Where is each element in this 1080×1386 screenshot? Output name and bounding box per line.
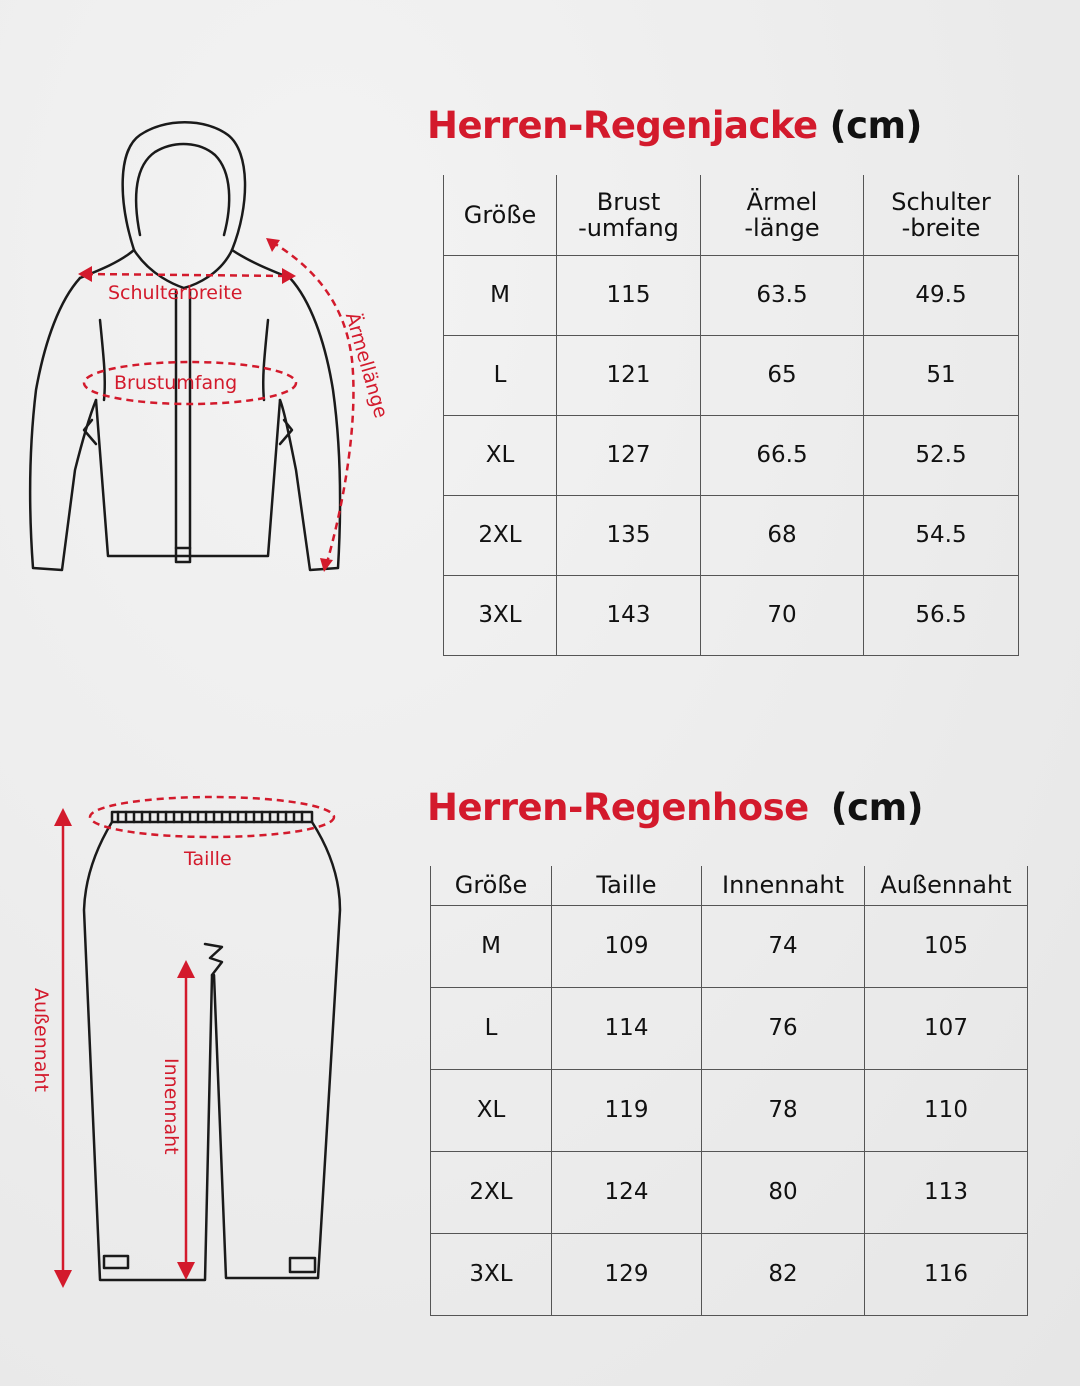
inseam-arrow-top [177, 960, 195, 978]
cell-inseam: 76 [702, 987, 865, 1069]
cell-shoulder: 56.5 [864, 575, 1019, 655]
header-shoulder: Schulter -breite [864, 175, 1019, 255]
header-chest: Brust -umfang [557, 175, 701, 255]
cell-size: 2XL [431, 1151, 552, 1233]
table-header-row [431, 866, 1028, 905]
header-size: Größe [444, 175, 557, 255]
cell-waist: 129 [552, 1233, 702, 1315]
cell-chest: 127 [557, 415, 701, 495]
label-outseam: Außennaht [30, 988, 52, 1092]
table-row [431, 1233, 1028, 1315]
cell-outseam: 110 [865, 1069, 1028, 1151]
inseam-arrow-bottom [177, 1262, 195, 1280]
header-size: Größe [431, 866, 552, 905]
cell-sleeve: 66.5 [701, 415, 864, 495]
cell-size: XL [431, 1069, 552, 1151]
pants-size-table [430, 866, 1028, 1316]
header-outseam: Außennaht [865, 866, 1028, 905]
waistband-elastic [118, 812, 302, 822]
table-row [444, 335, 1019, 415]
cell-chest: 135 [557, 495, 701, 575]
jacket-size-table [443, 175, 1019, 656]
table-row [431, 1151, 1028, 1233]
table-row [444, 575, 1019, 655]
cell-inseam: 80 [702, 1151, 865, 1233]
cell-size: M [431, 905, 552, 987]
jacket-title-unit: (cm) [829, 104, 922, 147]
cell-shoulder: 49.5 [864, 255, 1019, 335]
table-row [444, 415, 1019, 495]
pants-title-text: Herren-Regenhose [427, 786, 809, 829]
outseam-arrow-top [54, 808, 72, 826]
pants-illustration [84, 812, 340, 1280]
label-waist: Taille [184, 848, 232, 870]
jacket-title-text: Herren-Regenjacke [427, 104, 818, 147]
cell-sleeve: 63.5 [701, 255, 864, 335]
cell-inseam: 82 [702, 1233, 865, 1315]
label-sleeve-length: Ärmellänge [340, 310, 392, 421]
cell-outseam: 113 [865, 1151, 1028, 1233]
cell-chest: 143 [557, 575, 701, 655]
cell-sleeve: 65 [701, 335, 864, 415]
sleeve-measure-line [272, 242, 353, 566]
cell-waist: 114 [552, 987, 702, 1069]
cell-size: XL [444, 415, 557, 495]
cell-shoulder: 52.5 [864, 415, 1019, 495]
table-row [444, 255, 1019, 335]
pants-title-unit: (cm) [830, 786, 924, 829]
header-inseam: Innennaht [702, 866, 865, 905]
cell-inseam: 74 [702, 905, 865, 987]
table-row [431, 905, 1028, 987]
table-row [431, 1069, 1028, 1151]
cell-size: M [444, 255, 557, 335]
label-shoulder-width: Schulterbreite [108, 282, 243, 304]
label-inseam: Innennaht [160, 1058, 182, 1155]
cell-waist: 124 [552, 1151, 702, 1233]
jacket-illustration [30, 122, 340, 570]
header-waist: Taille [552, 866, 702, 905]
header-sleeve: Ärmel -länge [701, 175, 864, 255]
table-header-row [444, 175, 1019, 255]
cell-sleeve: 68 [701, 495, 864, 575]
outseam-arrow-bottom [54, 1270, 72, 1288]
cell-size: 3XL [444, 575, 557, 655]
cell-chest: 121 [557, 335, 701, 415]
cell-waist: 119 [552, 1069, 702, 1151]
cell-shoulder: 51 [864, 335, 1019, 415]
cell-size: 2XL [444, 495, 557, 575]
cell-outseam: 116 [865, 1233, 1028, 1315]
cell-size: L [444, 335, 557, 415]
jacket-title [427, 104, 922, 147]
pants-measure-arrowheads [54, 808, 195, 1288]
shoulder-measure-line [86, 274, 288, 276]
cell-outseam: 105 [865, 905, 1028, 987]
cell-waist: 109 [552, 905, 702, 987]
cell-outseam: 107 [865, 987, 1028, 1069]
cell-chest: 115 [557, 255, 701, 335]
cell-sleeve: 70 [701, 575, 864, 655]
cell-size: L [431, 987, 552, 1069]
table-row [431, 987, 1028, 1069]
pants-title [427, 786, 923, 829]
cell-size: 3XL [431, 1233, 552, 1315]
cell-inseam: 78 [702, 1069, 865, 1151]
label-chest: Brustumfang [114, 372, 238, 394]
table-row [444, 495, 1019, 575]
cell-shoulder: 54.5 [864, 495, 1019, 575]
